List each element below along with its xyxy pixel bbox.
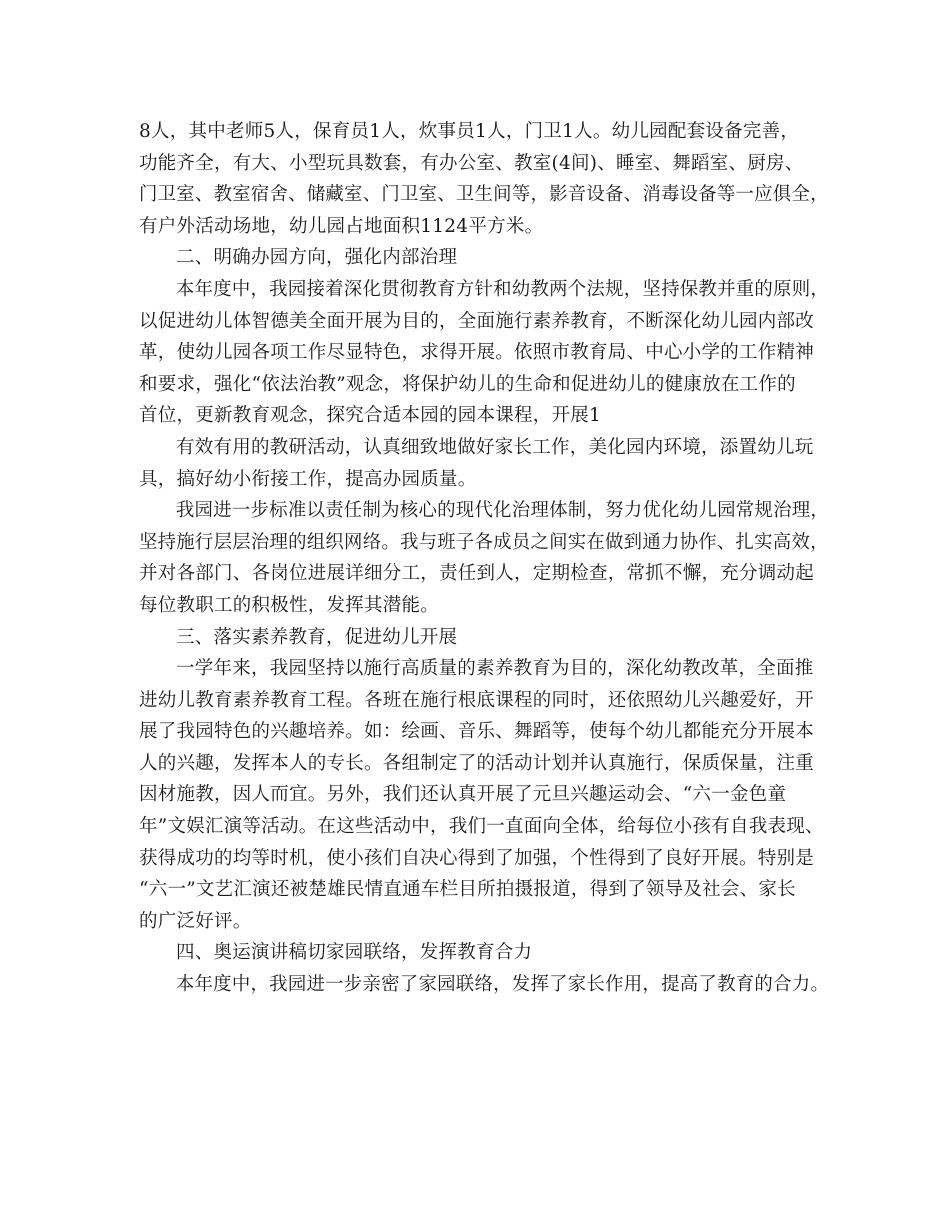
text-line: 以促进幼儿体智德美全面开展为目的，全面施行素养教育，不断深化幼儿园内部改: [139, 310, 815, 332]
text-line: 具，搞好幼小衔接工作，提高办园质量。: [139, 468, 477, 490]
text-line: 每位教职工的积极性，发挥其潜能。: [139, 594, 440, 616]
text-line: 坚持施行层层治理的组织网络。我与班子各成员之间实在做到通力协作、扎实高效，: [139, 531, 829, 553]
text-line: 功能齐全，有大、小型玩具数套，有办公室、教室(4间)、睡室、舞蹈室、厨房、: [139, 152, 804, 174]
document-body: [139, 116, 829, 1001]
text-line: 有效有用的教研活动，认真细致地做好家长工作，美化园内环境，添置幼儿玩: [176, 436, 814, 458]
text-line: 一学年来，我园坚持以施行高质量的素养教育为目的，深化幼教改革，全面推: [176, 658, 814, 680]
text-line: 我园进一步标准以责任制为核心的现代化治理体制，努力优化幼儿园常规治理，: [175, 500, 830, 522]
text-line: 8人，其中老师5人，保育员1人，炊事员1人，门卫1人。幼儿园配套设备完善，: [139, 121, 800, 142]
text-line: 年”文娱汇演等活动。在这些活动中，我们一直面向全体，给每位小孩有自我表现、: [139, 816, 824, 838]
text-line: 的广泛好评。: [139, 910, 252, 932]
text-line: 人的兴趣，发挥本人的专长。各组制定了的活动计划并认真施行，保质保量，注重: [139, 752, 815, 774]
text-line: 获得成功的均等时机，使小孩们自决心得到了加强，个性得到了良好开展。特别是: [139, 847, 815, 869]
text-line: 四、奥运演讲稿切家园联络，发挥教育合力: [176, 942, 533, 964]
text-line: 并对各部门、各岗位进展详细分工，责任到人，定期检查，常抓不懈，充分调动起: [139, 563, 815, 585]
text-line: 革，使幼儿园各项工作尽显特色，求得开展。依照市教育局、中心小学的工作精神: [139, 342, 815, 364]
text-line: 门卫室、教室宿舍、储藏室、门卫室、卫生间等，影音设备、消毒设备等一应俱全，: [139, 184, 829, 206]
text-line: 二、明确办园方向，强化内部治理: [176, 247, 458, 269]
text-line: 本年度中，我园接着深化贯彻教育方针和幼教两个法规，坚持保教并重的原则，: [175, 278, 830, 300]
text-line: 和要求，强化“依法治教”观念，将保护幼儿的生命和促进幼儿的健康放在工作的: [139, 373, 796, 395]
text-line: 三、落实素养教育，促进幼儿开展: [176, 626, 458, 648]
text-line: 进幼儿教育素养教育工程。各班在施行根底课程的同时，还依照幼儿兴趣爱好，开: [139, 689, 815, 711]
text-line: 本年度中，我园进一步亲密了家园联络，发挥了家长作用，提高了教育的合力。: [175, 974, 830, 996]
text-line: “六一”文艺汇演还被楚雄民情直通车栏目所拍摄报道，得到了领导及社会、家长: [139, 879, 796, 901]
text-line: 展了我园特色的兴趣培养。如：绘画、音乐、舞蹈等，使每个幼儿都能充分开展本: [139, 721, 815, 743]
text-line: 有户外活动场地，幼儿园占地面积1124平方米。: [139, 215, 544, 237]
text-line: 因材施教，因人而宜。另外，我们还认真开展了元旦兴趣运动会、“六一金色童: [139, 784, 787, 806]
text-line: 首位，更新教育观念，探究合适本园的园本课程，开展1: [139, 405, 602, 427]
